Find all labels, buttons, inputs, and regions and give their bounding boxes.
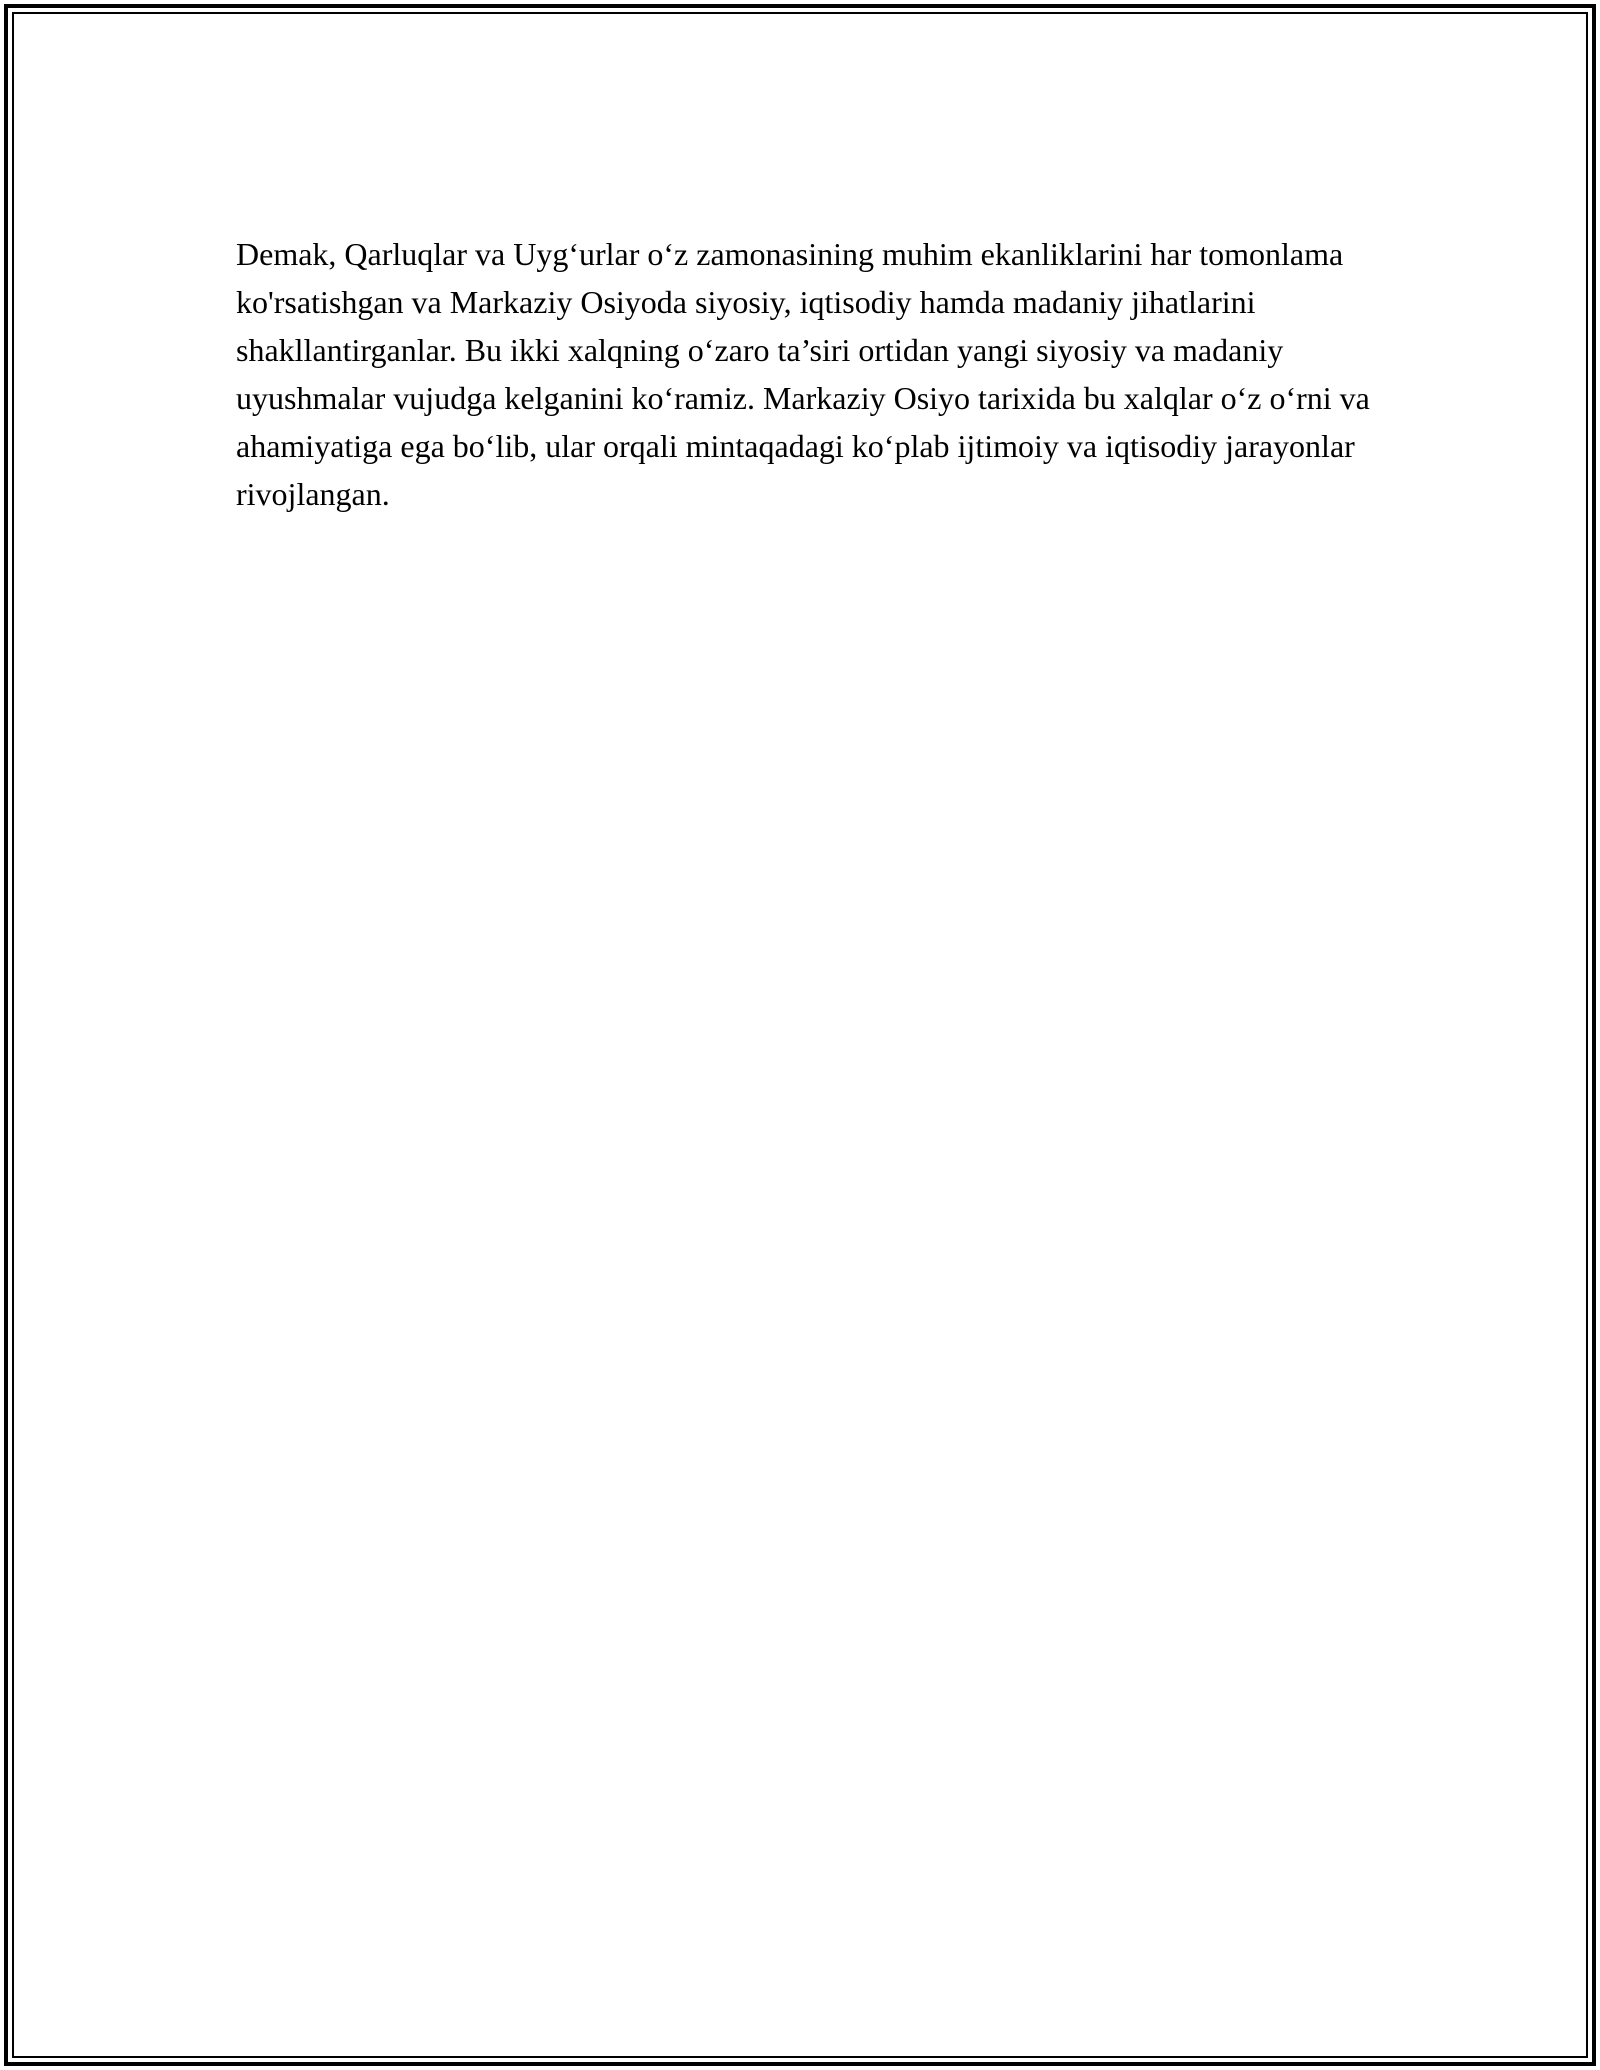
body-paragraph: Demak, Qarluqlar va Uyg‘urlar o‘z zamonasining muhim ekanliklarini har tomonlama ko'rsatishgan va Markaziy Osiyoda siyosiy, iqtisodiy hamda madaniy jihatlarini shakllantirganlar. Bu ikki xalqning o‘zaro ta’siri ortidan yangi siyosiy va madaniy uyushmalar vujudga kelganini ko‘ramiz. Markaziy Osiyo tarixida bu xalqlar o‘z o‘rni va ahamiyatiga ega bo‘lib, ular orqali mintaqadagi ko‘plab ijtimoiy va iqtisodiy jarayonlar rivojlangan. <box>236 236 1370 512</box>
